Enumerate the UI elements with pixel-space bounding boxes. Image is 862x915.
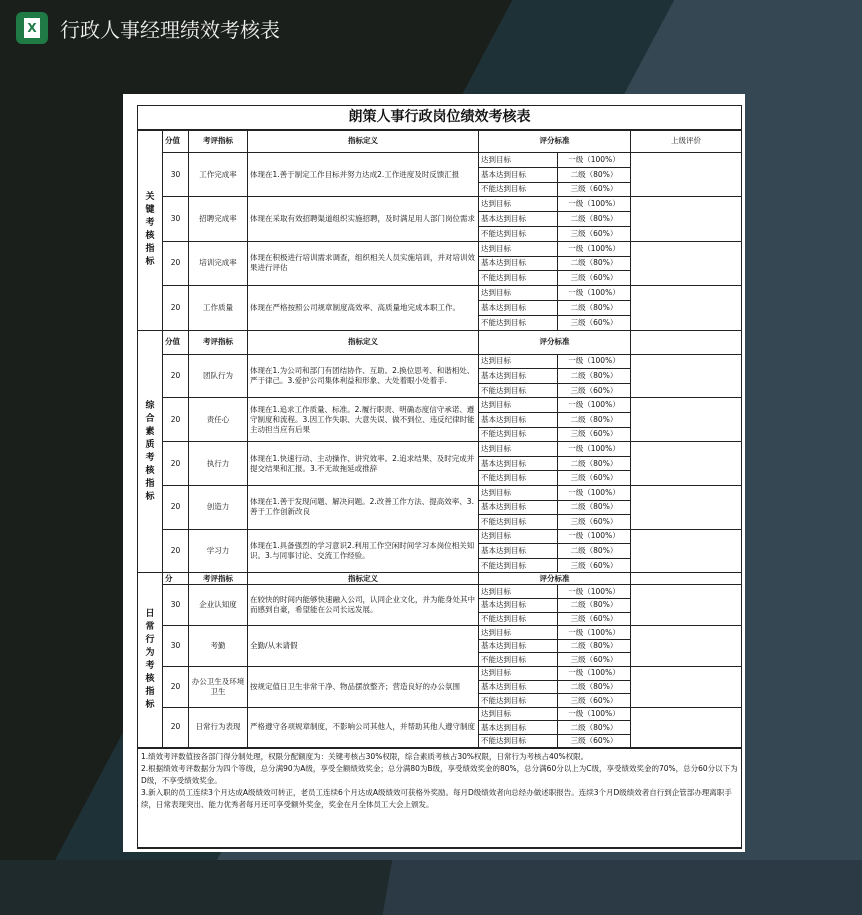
item-indicator: 企业认知度: [189, 585, 248, 626]
item-definition: 体现在1.快速行动、主动操作、讲究效率。2.追求结果、及时完成并提交结果和汇报。3.不无故拖延或推辞: [248, 442, 479, 486]
criteria-grade: 三级（60%）: [558, 315, 631, 330]
spreadsheet-page: [123, 94, 745, 852]
item-score: 30: [163, 626, 189, 667]
criteria-grade: 二级（80%）: [558, 456, 631, 471]
item-indicator: 办公卫生及环境卫生: [189, 667, 248, 708]
criteria-level: 达到目标: [479, 286, 558, 301]
item-indicator: 日常行为表现: [189, 707, 248, 748]
item-definition: 在较快的时间内能够快速融入公司，认同企业文化，并为能身处其中而感到自豪，希望能在公司长远发展。: [248, 585, 479, 626]
section-header-row: [138, 130, 742, 153]
item-score: 30: [163, 153, 189, 197]
header-indicator: 考评指标: [189, 130, 248, 153]
item-indicator: 工作质量: [189, 286, 248, 330]
criteria-level: 达到目标: [479, 354, 558, 369]
criteria-grade: 三级（60%）: [558, 271, 631, 286]
criteria-level: 达到目标: [479, 667, 558, 681]
item-definition: 体现在积极进行培训需求调查，组织相关人员实施培训，并对培训效果进行评估: [248, 241, 479, 285]
section-header-row: [138, 573, 742, 585]
criteria-level: 基本达到目标: [479, 412, 558, 427]
criteria-level: 达到目标: [479, 442, 558, 457]
criteria-level: 基本达到目标: [479, 721, 558, 735]
criteria-grade: 一级（100%）: [558, 485, 631, 500]
item-indicator: 工作完成率: [189, 153, 248, 197]
criteria-level: 基本达到目标: [479, 680, 558, 694]
criteria-grade: 二级（80%）: [558, 680, 631, 694]
superior-evaluation-cell[interactable]: [631, 197, 742, 241]
table-row: [138, 286, 742, 301]
item-definition: 按规定值日卫生非常干净、物品摆放整齐；营造良好的办公氛围: [248, 667, 479, 708]
criteria-grade: 一级（100%）: [558, 153, 631, 168]
item-indicator: 创造力: [189, 485, 248, 529]
item-score: 20: [163, 354, 189, 398]
item-score: 20: [163, 286, 189, 330]
header-criteria: 评分标准: [479, 573, 631, 585]
criteria-level: 不能达到目标: [479, 226, 558, 241]
criteria-grade: 二级（80%）: [558, 300, 631, 315]
item-score: 30: [163, 585, 189, 626]
section-label: 日 常 行 为 考 核 指 标: [138, 573, 163, 748]
item-indicator: 执行力: [189, 442, 248, 486]
criteria-level: 基本达到目标: [479, 500, 558, 515]
table-row: [138, 442, 742, 457]
criteria-level: 不能达到目标: [479, 558, 558, 573]
header-criteria: 评分标准: [479, 130, 631, 153]
criteria-grade: 二级（80%）: [558, 369, 631, 384]
criteria-level: 达到目标: [479, 485, 558, 500]
criteria-level: 达到目标: [479, 398, 558, 413]
table-row: [138, 241, 742, 256]
criteria-grade: 一级（100%）: [558, 529, 631, 544]
criteria-level: 基本达到目标: [479, 639, 558, 653]
criteria-level: 达到目标: [479, 197, 558, 212]
superior-cell: [631, 573, 742, 585]
criteria-grade: 三级（60%）: [558, 383, 631, 398]
header-score: 分: [163, 573, 189, 585]
item-definition: 体现在1.善于发现问题、解决问题。2.改善工作方法、提高效率、3.善于工作创新改良: [248, 485, 479, 529]
criteria-level: 基本达到目标: [479, 212, 558, 227]
criteria-level: 不能达到目标: [479, 427, 558, 442]
criteria-grade: 三级（60%）: [558, 735, 631, 749]
criteria-grade: 一级（100%）: [558, 442, 631, 457]
table-row: [138, 667, 742, 681]
item-score: 20: [163, 485, 189, 529]
criteria-level: 基本达到目标: [479, 544, 558, 559]
note-item: 2.根据绩效考评数据分为四个等级，总分满90为A级，享受全额绩效奖金；总分满80为B级，享受绩效奖金的80%，总分满60分以上为C级，享受绩效奖金的70%，总分60分以下为D级，不享受绩效奖金。: [141, 764, 738, 786]
criteria-grade: 三级（60%）: [558, 471, 631, 486]
criteria-level: 基本达到目标: [479, 369, 558, 384]
criteria-level: 达到目标: [479, 529, 558, 544]
item-definition: 体现在采取有效招聘渠道组织实施招聘，及时满足用人部门岗位需求: [248, 197, 479, 241]
sheet-title: 朗策人事行政岗位绩效考核表: [138, 106, 742, 130]
criteria-level: 达到目标: [479, 707, 558, 721]
criteria-grade: 一级（100%）: [558, 398, 631, 413]
item-indicator: 责任心: [189, 398, 248, 442]
header-score: 分值: [163, 330, 189, 354]
criteria-level: 基本达到目标: [479, 456, 558, 471]
criteria-grade: 二级（80%）: [558, 412, 631, 427]
notes-row: [138, 748, 742, 848]
note-item: 3.新入职的员工连续3个月达成A级绩效可转正，老员工连续6个月达成A级绩效可获格外奖励。每月D级绩效者向总经办做述职报告。连续3个月D级绩效者自行到企管部办理离职手续，日常表现突出、能力优秀者每月还可享受额外奖金，奖金在月全体员工大会上颁发。: [141, 788, 732, 810]
superior-evaluation-cell[interactable]: [631, 354, 742, 398]
excel-icon: X: [16, 12, 48, 44]
criteria-grade: 三级（60%）: [558, 515, 631, 530]
superior-evaluation-cell[interactable]: [631, 153, 742, 197]
criteria-level: 基本达到目标: [479, 256, 558, 271]
criteria-grade: 三级（60%）: [558, 427, 631, 442]
criteria-grade: 二级（80%）: [558, 212, 631, 227]
item-definition: 体现在1.为公司和部门有团结协作、互助。2.换位思考、和谐相处、严于律己。3.爱护公司集体利益和形象、大处着眼小处着手.: [248, 354, 479, 398]
criteria-grade: 一级（100%）: [558, 197, 631, 212]
criteria-level: 基本达到目标: [479, 599, 558, 613]
header-superior: 上级评价: [631, 130, 742, 153]
criteria-level: 不能达到目标: [479, 612, 558, 626]
header-score: 分值: [163, 130, 189, 153]
criteria-grade: 三级（60%）: [558, 612, 631, 626]
table-row: [138, 707, 742, 721]
superior-evaluation-cell[interactable]: [631, 398, 742, 442]
item-definition: 体现在1.具备强烈的学习意识2.利用工作空闲时间学习本岗位相关知识。3.与同事讨论、交流工作经验。: [248, 529, 479, 573]
item-indicator: 考勤: [189, 626, 248, 667]
superior-evaluation-cell[interactable]: [631, 442, 742, 486]
superior-evaluation-cell[interactable]: [631, 485, 742, 529]
section-header-row: [138, 330, 742, 354]
criteria-level: 不能达到目标: [479, 271, 558, 286]
item-score: 20: [163, 442, 189, 486]
table-row: [138, 398, 742, 413]
criteria-level: 不能达到目标: [479, 694, 558, 708]
item-definition: 严格遵守各项规章制度，不影响公司其他人，并帮助其他人遵守制度: [248, 707, 479, 748]
header-indicator: 考评指标: [189, 573, 248, 585]
section-label: 综 合 素 质 考 核 指 标: [138, 330, 163, 573]
item-score: 20: [163, 241, 189, 285]
criteria-level: 基本达到目标: [479, 300, 558, 315]
criteria-grade: 三级（60%）: [558, 653, 631, 667]
criteria-grade: 一级（100%）: [558, 707, 631, 721]
criteria-level: 达到目标: [479, 241, 558, 256]
item-score: 20: [163, 707, 189, 748]
notes-cell: [138, 748, 742, 848]
superior-evaluation-cell[interactable]: [631, 707, 742, 748]
criteria-grade: 二级（80%）: [558, 500, 631, 515]
criteria-grade: 三级（60%）: [558, 182, 631, 197]
table-row: [138, 197, 742, 212]
header-definition: 指标定义: [248, 573, 479, 585]
criteria-level: 不能达到目标: [479, 653, 558, 667]
criteria-level: 基本达到目标: [479, 167, 558, 182]
performance-table: [137, 105, 742, 849]
background-shape: [0, 860, 862, 915]
item-indicator: 团队行为: [189, 354, 248, 398]
criteria-level: 不能达到目标: [479, 315, 558, 330]
criteria-level: 不能达到目标: [479, 383, 558, 398]
criteria-level: 达到目标: [479, 585, 558, 599]
header-criteria: 评分标准: [479, 330, 631, 354]
superior-evaluation-cell[interactable]: [631, 529, 742, 573]
criteria-grade: 一级（100%）: [558, 354, 631, 369]
criteria-grade: 一级（100%）: [558, 286, 631, 301]
criteria-grade: 二级（80%）: [558, 544, 631, 559]
criteria-level: 不能达到目标: [479, 735, 558, 749]
item-score: 20: [163, 667, 189, 708]
criteria-grade: 一级（100%）: [558, 241, 631, 256]
header-definition: 指标定义: [248, 330, 479, 354]
criteria-grade: 三级（60%）: [558, 558, 631, 573]
note-item: 1.绩效考评数值按各部门得分制处理，权限分配额度为：关键考核占30%权限，综合素质考核占30%权限，日常行为考核占40%权限。: [141, 752, 589, 762]
superior-evaluation-cell[interactable]: [631, 585, 742, 626]
item-definition: 体现在1.追求工作质量、标准。2.履行职责、明确态度信守承诺、遵守制度和流程。3.因工作失职、大意失误、做不到位、违反纪律时能主动担当应有后果: [248, 398, 479, 442]
criteria-grade: 一级（100%）: [558, 626, 631, 640]
criteria-grade: 一级（100%）: [558, 667, 631, 681]
item-indicator: 培训完成率: [189, 241, 248, 285]
header-definition: 指标定义: [248, 130, 479, 153]
item-definition: 全勤/从未请假: [248, 626, 479, 667]
criteria-grade: 三级（60%）: [558, 694, 631, 708]
superior-evaluation-cell[interactable]: [631, 241, 742, 285]
table-row: [138, 529, 742, 544]
table-row: [138, 153, 742, 168]
item-definition: 体现在严格按照公司规章制度高效率、高质量地完成本职工作。: [248, 286, 479, 330]
superior-cell: [631, 330, 742, 354]
criteria-level: 不能达到目标: [479, 471, 558, 486]
item-indicator: 学习力: [189, 529, 248, 573]
section-label: 关 键 考 核 指 标: [138, 130, 163, 331]
item-score: 30: [163, 197, 189, 241]
table-row: [138, 485, 742, 500]
item-score: 20: [163, 529, 189, 573]
superior-evaluation-cell[interactable]: [631, 626, 742, 667]
criteria-grade: 二级（80%）: [558, 599, 631, 613]
criteria-level: 不能达到目标: [479, 515, 558, 530]
criteria-level: 达到目标: [479, 153, 558, 168]
item-definition: 体现在1.善于制定工作目标并努力达成2.工作进度及时反馈汇报: [248, 153, 479, 197]
criteria-level: 不能达到目标: [479, 182, 558, 197]
criteria-grade: 二级（80%）: [558, 167, 631, 182]
superior-evaluation-cell[interactable]: [631, 667, 742, 708]
criteria-grade: 一级（100%）: [558, 585, 631, 599]
app-header: [16, 12, 280, 44]
criteria-grade: 三级（60%）: [558, 226, 631, 241]
criteria-grade: 二级（80%）: [558, 256, 631, 271]
criteria-grade: 二级（80%）: [558, 639, 631, 653]
item-score: 20: [163, 398, 189, 442]
criteria-grade: 二级（80%）: [558, 721, 631, 735]
header-indicator: 考评指标: [189, 330, 248, 354]
item-indicator: 招聘完成率: [189, 197, 248, 241]
criteria-level: 达到目标: [479, 626, 558, 640]
table-row: [138, 585, 742, 599]
table-row: [138, 626, 742, 640]
app-title: 行政人事经理绩效考核表: [60, 17, 280, 42]
superior-evaluation-cell[interactable]: [631, 286, 742, 330]
table-row: [138, 354, 742, 369]
